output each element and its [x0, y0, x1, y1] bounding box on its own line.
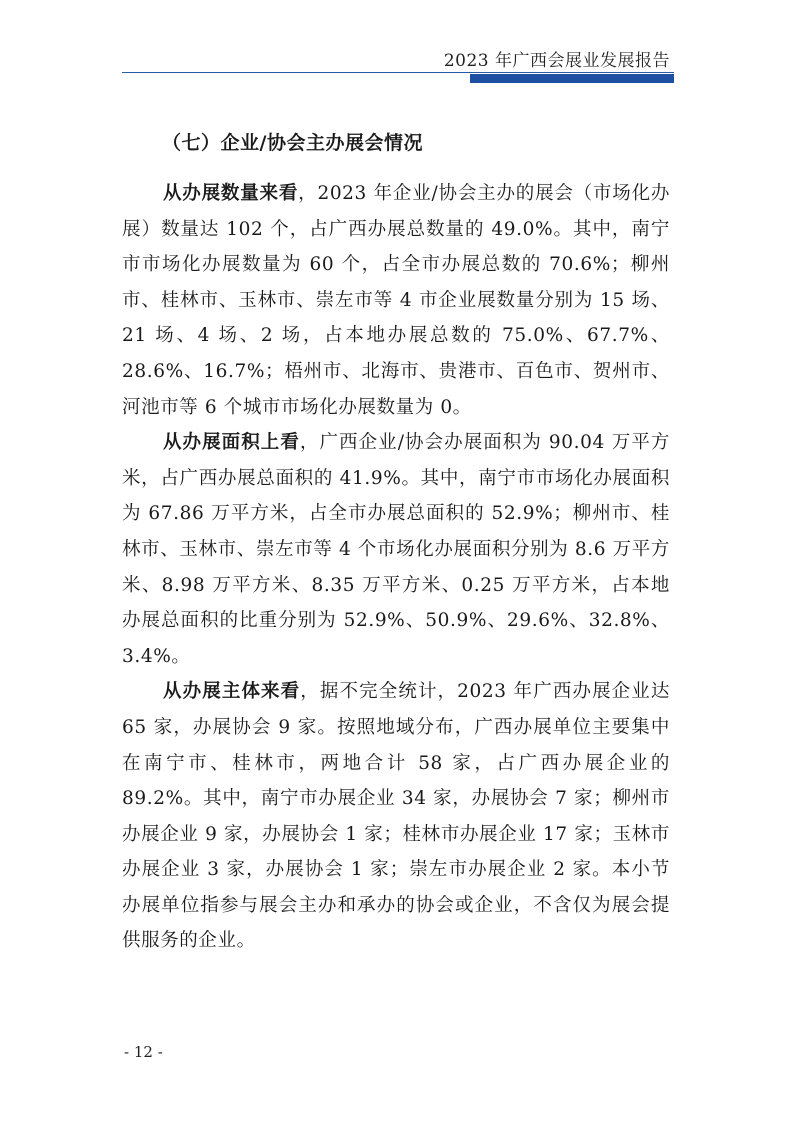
- page-number: - 12 -: [124, 1043, 163, 1061]
- paragraph-lead: 从办展主体来看: [163, 681, 301, 703]
- paragraph-lead: 从办展面积上看: [163, 432, 300, 454]
- page-header: [0, 0, 794, 90]
- paragraph-text: ，据不完全统计，2023 年广西办展企业达 65 家，办展协会 9 家。按照地域分布，广西办展单位主要集中在南宁市、桂林市，两地合计 58 家，占广西办展企业的 89.2%。其中，南宁市办展企业 34 家，办展协会 7 家；柳州市办展企业 9 家，办展协会 1 家；桂林市办展企业 17 家；玉林市办展企业 3 家，办展协会 1 家；崇左市办展企业 2 家。本小节办展单位指参与展会主办和承办的协会或企业，不含仅为展会提供服务的企业。: [122, 681, 670, 952]
- paragraph-text: ，2023 年企业/协会主办的展会（市场化办展）数量达 102 个，占广西办展总数量的 49.0%。其中，南宁市市场化办展数量为 60 个，占全市办展总数的 70.6%；柳州市、桂林市、玉林市、崇左市等 4 市企业展数量分别为 15 场、21 场、4 场、2 场，占本地办展总数的 75.0%、67.7%、28.6%、16.7%；梧州市、北海市、贵港市、百色市、贺州市、河池市等 6 个城市市场化办展数量为 0。: [122, 183, 671, 418]
- paragraph-exhibition-area: [122, 425, 670, 674]
- paragraph-exhibition-organizers: [122, 674, 670, 959]
- paragraph-lead: 从办展数量来看: [163, 183, 299, 204]
- section-heading: （七）企业/协会主办展会情况: [162, 132, 423, 154]
- header-rule: [122, 72, 674, 73]
- paragraph-text: ，广西企业/协会办展面积为 90.04 万平方米，占广西办展总面积的 41.9%。其中，南宁市市场化办展面积为 67.86 万平方米，占全市办展总面积的 52.9%；柳州市、桂林市、玉林市、崇左市等 4 个市场化办展面积分别为 8.6 万平方米、8.98 万平方米、8.35 万平方米、0.25 万平方米，占本地办展总面积的比重分别为 52.9%、50.9%、29.6%、32.8%、3.4%。: [122, 432, 670, 667]
- main-content: [122, 122, 670, 959]
- header-accent-bar: [470, 74, 674, 83]
- paragraph-exhibition-count: [122, 176, 670, 425]
- header-title: 2023 年广西会展业发展报告: [443, 51, 670, 71]
